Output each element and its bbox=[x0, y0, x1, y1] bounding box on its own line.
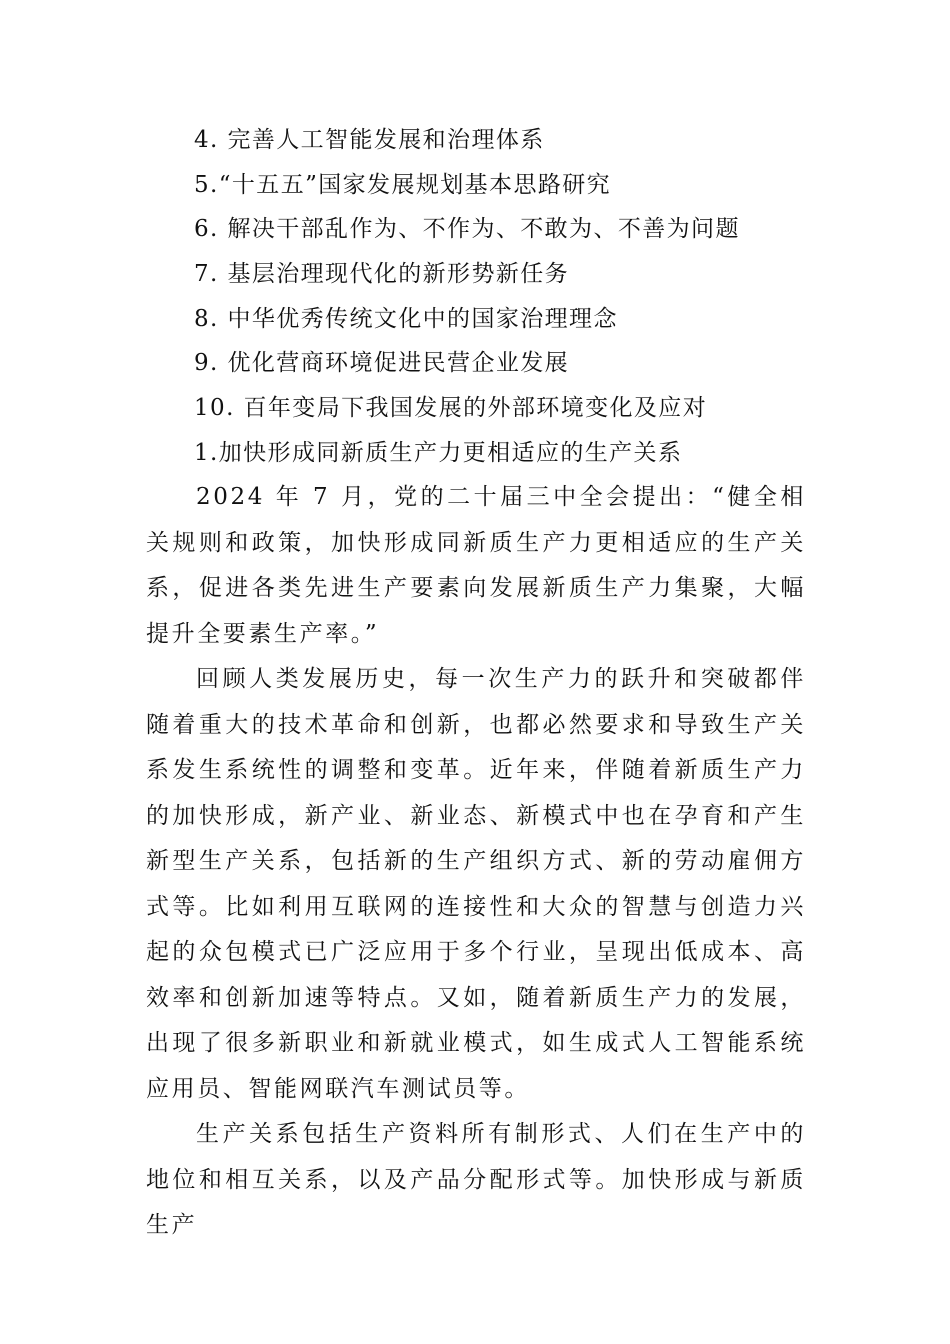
section-body bbox=[146, 475, 806, 1249]
topic-list bbox=[194, 118, 834, 431]
paragraph-3: 生产关系包括生产资料所有制形式、人们在生产中的地位和相互关系，以及产品分配形式等。加快形成与新质生产 bbox=[146, 1121, 806, 1238]
topic-item-6: 6. 解决干部乱作为、不作为、不敢为、不善为问题 bbox=[194, 216, 740, 243]
topic-item-4: 4. 完善人工智能发展和治理体系 bbox=[194, 127, 545, 153]
topic-item-7: 7. 基层治理现代化的新形势新任务 bbox=[194, 261, 570, 288]
paragraph-2: 回顾人类发展历史，每一次生产力的跃升和突破都伴随着重大的技术革命和创新，也都必然要求和导致生产关系发生系统性的调整和变革。近年来，伴随着新质生产力的加快形成，新产业、新业态、新模式中也在孕育和产生新型生产关系，包括新的生产组织方式、新的劳动雇佣方式等。比如利用互联网的连接性和大众的智慧与创造力兴起的众包模式已广泛应用于多个行业，呈现出低成本、高效率和创新加速等特点。又如，随着新质生产力的发展，出现了很多新职业和新就业模式，如生成式人工智能系统应用员、智能网联汽车测试员等。 bbox=[146, 666, 806, 1102]
topic-item-8: 8. 中华优秀传统文化中的国家治理理念 bbox=[194, 305, 618, 332]
topic-item-9: 9. 优化营商环境促进民营企业发展 bbox=[194, 350, 570, 377]
topic-item-5: 5.“十五五”国家发展规划基本思路研究 bbox=[194, 171, 612, 198]
section-heading: 1.加快形成同新质生产力更相适应的生产关系 bbox=[194, 440, 683, 466]
topic-item-10: 10. 百年变局下我国发展的外部环境变化及应对 bbox=[194, 395, 708, 422]
paragraph-1: 2024 年 7 月，党的二十届三中全会提出：“健全相关规则和政策，加快形成同新质生产力更相适应的生产关系，促进各类先进生产要素向发展新质生产力集聚，大幅提升全要素生产率。” bbox=[146, 484, 806, 647]
